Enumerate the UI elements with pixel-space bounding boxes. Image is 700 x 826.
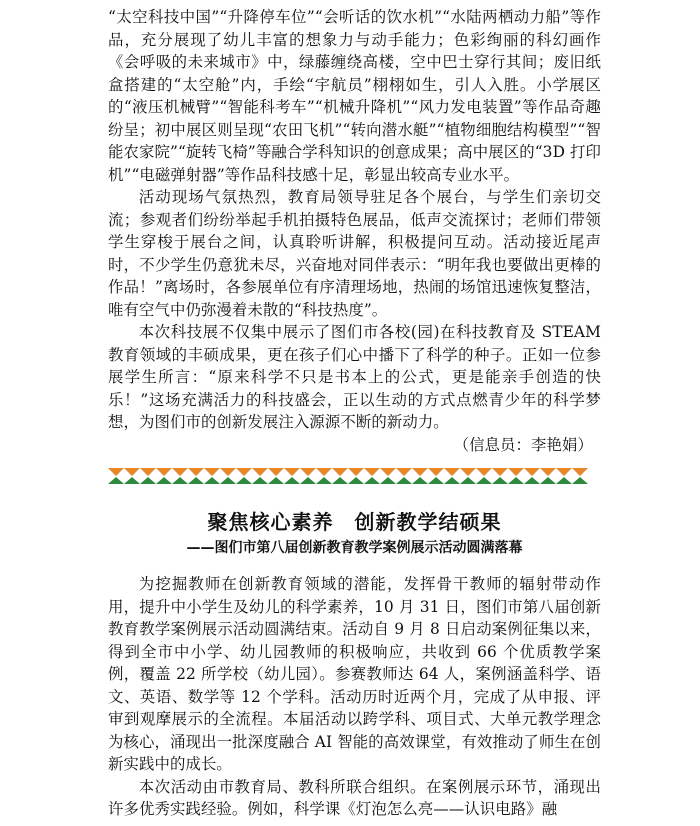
- article-2-body: [108, 573, 601, 821]
- divider-triangle-orange: [396, 468, 412, 476]
- divider-triangle-orange: [428, 468, 444, 476]
- divider-triangle-green: [444, 477, 460, 484]
- article-1-paragraph: 活动现场气氛热烈，教育局领导驻足各个展台，与学生们亲切交流；参观者们纷纷举起手机拍摄特色展品，低声交流探讨；老师们带领学生穿梭于展台之间，认真聆听讲解，积极提问互动。活动接近尾声时，不少学生仍意犹未尽，兴奋地对同伴表示：“明年我也要做出更棒的作品！”离场时，各参展单位有序清理场地，热闹的场馆迅速恢复整洁，唯有空气中仍弥漫着未散的“科技热度”。: [108, 188, 601, 319]
- divider-triangle-green: [188, 477, 204, 484]
- divider-triangle-green: [284, 477, 300, 484]
- divider-triangle-green: [540, 477, 556, 484]
- divider-triangle-orange: [540, 468, 556, 476]
- divider-triangle-orange: [108, 468, 124, 476]
- divider-triangle-orange: [220, 468, 236, 476]
- zigzag-divider: [108, 468, 596, 484]
- divider-triangle-green: [524, 477, 540, 484]
- divider-triangle-green: [364, 477, 380, 484]
- divider-triangle-orange: [364, 468, 380, 476]
- divider-triangle-green: [556, 477, 572, 484]
- divider-triangle-green: [492, 477, 508, 484]
- divider-triangle-green: [332, 477, 348, 484]
- divider-triangle-orange: [140, 468, 156, 476]
- divider-triangle-orange: [204, 468, 220, 476]
- divider-triangle-orange: [252, 468, 268, 476]
- divider-triangle-orange: [172, 468, 188, 476]
- divider-triangle-green: [460, 477, 476, 484]
- divider-triangle-green: [348, 477, 364, 484]
- divider-triangle-green: [172, 477, 188, 484]
- divider-triangle-orange: [236, 468, 252, 476]
- article-1-paragraph: “太空科技中国”“升降停车位”“会听话的饮水机”“水陆两栖动力船”等作品，充分展现了幼儿丰富的想象力与动手能力；色彩绚丽的科幻画作《会呼吸的未来城市》中，绿藤缠绕高楼，空中巴士穿行其间；废旧纸盒搭建的“太空舱”内，手绘“宇航员”栩栩如生，引人入胜。小学展区的“液压机械臂”“智能科考车”“机械升降机”“风力发电装置”等作品奇趣纷呈；初中展区则呈现“农田飞机”“转向潜水艇”“植物细胞结构模型”“智能农家院”“旋转飞椅”等融合学科知识的创意成果；高中展区的“3D 打印机”“电磁弹射器”等作品科技感十足，彰显出较高专业水平。: [108, 8, 601, 184]
- divider-triangle-green: [476, 477, 492, 484]
- article-2-title: 聚焦核心素养 创新教学结硕果: [207, 510, 502, 534]
- divider-triangle-green: [380, 477, 396, 484]
- divider-triangle-orange: [524, 468, 540, 476]
- article-1-body: [108, 6, 601, 456]
- divider-triangle-green: [428, 477, 444, 484]
- divider-triangle-green: [220, 477, 236, 484]
- article-2-subtitle: ——图们市第八届创新教育教学案例展示活动圆满落幕: [186, 540, 523, 556]
- article-1-signature: （信息员：李艳娟）: [453, 435, 593, 454]
- article-2-paragraph: 本次活动由市教育局、教科所联合组织。在案例展示环节，涌现出许多优秀实践经验。例如，科学课《灯泡怎么亮——认识电路》融: [108, 777, 601, 818]
- divider-triangle-orange: [316, 468, 332, 476]
- divider-triangle-orange: [460, 468, 476, 476]
- divider-triangle-orange: [284, 468, 300, 476]
- divider-triangle-green: [156, 477, 172, 484]
- divider-triangle-green: [396, 477, 412, 484]
- divider-triangle-green: [572, 477, 588, 484]
- divider-triangle-green: [268, 477, 284, 484]
- divider-triangle-green: [508, 477, 524, 484]
- divider-triangle-green: [316, 477, 332, 484]
- divider-triangle-green: [140, 477, 156, 484]
- divider-triangle-orange: [348, 468, 364, 476]
- article-1-paragraph: 本次科技展不仅集中展示了图们市各校(园)在科技教育及 STEAM 教育领域的丰硕成果，更在孩子们心中播下了科学的种子。正如一位参展学生所言：“原来科学不只是书本上的公式，更是能亲手创造的快乐！”这场充满活力的科技盛会，正以生动的方式点燃青少年的科学梦想，为图们市的创新发展注入源源不断的新动力。: [108, 323, 601, 431]
- divider-triangle-orange: [380, 468, 396, 476]
- divider-triangle-orange: [412, 468, 428, 476]
- divider-triangle-green: [412, 477, 428, 484]
- divider-triangle-green: [252, 477, 268, 484]
- divider-triangle-orange: [332, 468, 348, 476]
- divider-triangle-orange: [572, 468, 588, 476]
- divider-triangle-orange: [444, 468, 460, 476]
- divider-triangle-green: [204, 477, 220, 484]
- divider-triangle-orange: [268, 468, 284, 476]
- divider-triangle-orange: [124, 468, 140, 476]
- divider-triangle-orange: [508, 468, 524, 476]
- divider-triangle-orange: [492, 468, 508, 476]
- divider-triangle-green: [236, 477, 252, 484]
- divider-triangle-orange: [300, 468, 316, 476]
- divider-triangle-green: [108, 477, 124, 484]
- divider-triangle-orange: [476, 468, 492, 476]
- divider-triangle-green: [124, 477, 140, 484]
- divider-triangle-orange: [556, 468, 572, 476]
- divider-triangle-green: [300, 477, 316, 484]
- divider-triangle-orange: [156, 468, 172, 476]
- article-2-paragraph: 为挖掘教师在创新教育领域的潜能，发挥骨干教师的辐射带动作用，提升中小学生及幼儿的科学素养，10 月 31 日，图们市第八届创新教育教学案例展示活动圆满结束。活动自 9 月 8 日启动案例征集以来，得到全市中小学、幼儿园教师的积极响应，共收到 66 个优质教学案例，覆盖 22 所学校（幼儿园）。参赛教师达 64 人，案例涵盖科学、语文、英语、数学等 12 个学科。活动历时近两个月，完成了从申报、评审到观摩展示的全流程。本届活动以跨学科、项目式、大单元教学理念为核心，涌现出一批深度融合 AI 智能的高效课堂，有效推动了师生在创新实践中的成长。: [108, 575, 601, 773]
- divider-triangle-orange: [188, 468, 204, 476]
